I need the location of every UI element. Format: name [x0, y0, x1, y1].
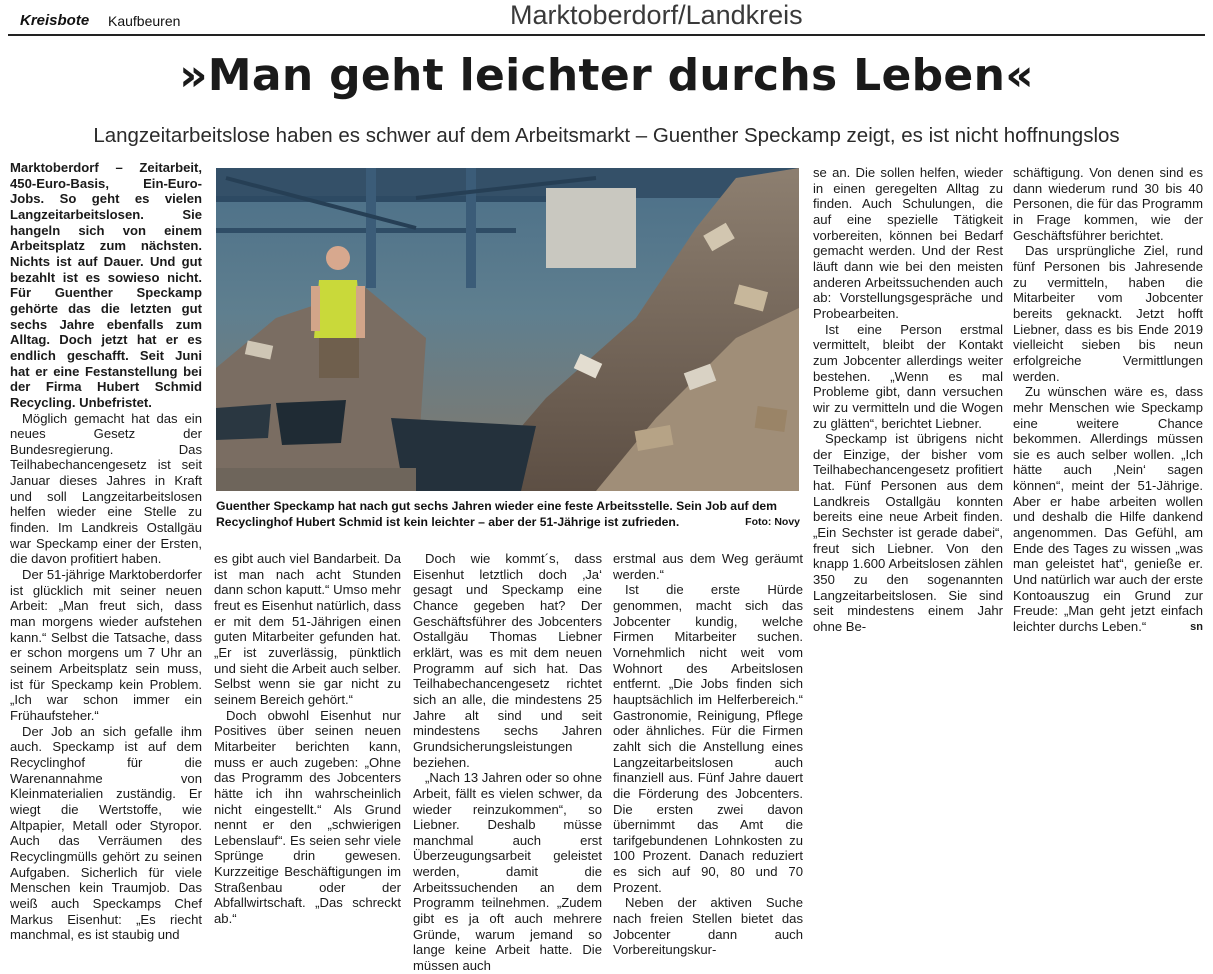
paragraph: Zu wünschen wäre es, dass mehr Menschen wie Speckamp eine weitere Chance bekommen. Allerdings müssen sie es auch selber wollen. „Ich hätte auch ‚Nein‘ sagen können“, meint der 51-Jährige. Aber er habe arbeiten wollen und deshalb die Hilfe dankend angenommen. Das Gefühl, am Ende des Tages zu wissen „was man geleistet hat“, genieße er. Und natürlich war auch der erste Kontoauszug ein Grund zur Freude: „Man geht jetzt einfach leichter durchs Leben.“	[1013, 384, 1203, 635]
paragraph: Das ursprüngliche Ziel, rund fünf Personen bis Jahresende zu vermitteln, haben die Mitarbeiter vom Jobcenter bereits geknackt. Jetzt hofft Liebner, dass es bis Ende 2019 vielleicht sieben bis neun erfolgreiche Vermittlungen werden.	[1013, 243, 1203, 384]
paragraph: schäftigung. Von denen sind es dann wiederum rund 30 bis 40 Personen, die für das Programm in Frage kommen, wie der Geschäftsführer berichtet.	[1013, 165, 1203, 243]
article-column-4	[613, 551, 803, 958]
paragraph: erstmal aus dem Weg geräumt werden.“	[613, 551, 803, 582]
paragraph: Möglich gemacht hat das ein neues Gesetz der Bundesregierung. Das Teilhabechancengesetz ist seit Januar dieses Jahres in Kraft und soll Langzeitarbeitslosen helfen wieder eine Stelle zu finden. Im Landkreis Ostallgäu war Speckamp einer der Ersten, die davon profitiert haben.	[10, 410, 202, 567]
photo-credit: Foto: Novy	[745, 516, 800, 528]
paragraph: „Nach 13 Jahren oder so ohne Arbeit, fällt es vielen schwer, da wieder reinzukommen“, so Liebner. Deshalb müsse manchmal auch erst Überzeugungsarbeit geleistet werden, damit die Arbeitssuchenden an dem Programm teilnehmen. „Zudem gibt es ja oft auch mehrere Gründe, warum jemand so lange keine Arbeit hatte. Die müssen auch	[413, 770, 602, 974]
photo-caption	[216, 498, 800, 530]
article-photo	[216, 168, 799, 491]
paper-name: Kreisbote	[20, 12, 90, 29]
caption-text: Guenther Speckamp hat nach gut sechs Jahren wieder eine feste Arbeitsstelle. Sein Job auf dem Recyclinghof Hubert Schmid ist kein leichter – aber der 51-Jährige ist zufrieden.	[216, 499, 778, 529]
paragraph: Der Job an sich gefalle ihm auch. Speckamp ist auf dem Recyclinghof für die Warenannahme von Kleinmaterialien zuständig. Er wiegt die Wertstoffe, wie Altpapier, Metall oder Styropor. Auch das Verräumen des Recyclingmülls gehört zu seinen Aufgaben. Sicherlich für viele Menschen kein Traumjob. Das weiß auch Speckamps Chef Markus Eisenhut: „Es riecht manchmal, es ist staubig und	[10, 723, 202, 943]
article-column-6	[1013, 165, 1203, 635]
article-column-3	[413, 551, 602, 974]
paragraph: se an. Die sollen helfen, wieder in einen geregelten Alltag zu finden. Auch Schulungen, die auf eine spezielle Tätigkeit vorbereiten, können bei Bedarf gemacht werden. Und der Rest läuft dann wie bei den meisten anderen Arbeitssuchenden auch ab: Vorstellungsgespräche und Probearbeiten.	[813, 165, 1003, 321]
subheadline: Langzeitarbeitslose haben es schwer auf dem Arbeitsmarkt – Guenther Speckamp zeigt, es ist nicht hoffnungslos	[93, 124, 1120, 147]
paragraph: Speckamp ist übrigens nicht der Einzige, der bisher vom Teilhabechancengesetz profitiert hat. Fünf Personen aus dem Landkreis Ostallgäu konnten bereits eine neue Arbeit finden. „Ein Sechster ist gerade dabei“, freut sich Liebner. Von den knapp 1.600 Arbeitslosen zählen 350 zu den sogenannten Langzeitarbeitslosen. Sie sind seit mindestens einem Jahr ohne Be-	[813, 431, 1003, 635]
lead-text: Marktoberdorf – Zeitarbeit, 450-Euro-Basis, Ein-Euro-Jobs. So geht es vielen Langzeitarbeitslosen. Sie hangeln sich von einem Arbeitsplatz zum nächsten. Nichts ist auf Dauer. Und gut bezahlt ist es sowieso nicht. Für Guenther Speckamp gehörte das die letzten gut sechs Jahre ebenfalls zum Alltag. Doch jetzt hat er es endlich geschafft. Seit Juni hat er eine Festanstellung bei der Firma Hubert Schmid Recycling. Unbefristet.	[10, 160, 202, 410]
paragraph: Doch obwohl Eisenhut nur Positives über seinen neuen Mitarbeiter berichten kann, muss er auch zugeben: „Ohne das Programm des Jobcenters hätte ich ihn wahrscheinlich nicht eingestellt.“ Als Grund nennt er den „schwierigen Lebenslauf“. Es seien sehr viele Sprünge drin gewesen. Kurzzeitige Beschäftigungen im Straßenbau oder der Abfallwirtschaft. „Das schreckt ab.“	[214, 707, 401, 927]
article-column-5	[813, 165, 1003, 635]
masthead	[8, 0, 1205, 36]
paper-city: Kaufbeuren	[108, 13, 181, 29]
article-column-2	[214, 551, 401, 927]
lead-paragraph	[10, 160, 202, 411]
recycling-hall-photo	[216, 168, 799, 491]
paragraph: Der 51-jährige Marktoberdorfer ist glücklich mit seiner neuen Arbeit: „Man freut sich, dass man morgens wieder aufstehen kann.“ Selbst die Tatsache, dass er schon morgens um 7 Uhr an seinem Arbeitsplatz sein muss, ist für Speckamp kein Problem. „Ich war schon immer ein Frühaufsteher.“	[10, 567, 202, 723]
article-column-1	[10, 160, 202, 943]
paragraph: es gibt auch viel Bandarbeit. Da ist man nach acht Stunden dann schon kaputt.“ Umso mehr freut es Eisenhut natürlich, dass er mit dem 51-Jährigen einen guten Mitarbeiter gefunden hat. „Er ist zuverlässig, pünktlich und sieht die Arbeit auch selber. Selbst wenn sie gar nicht zu seinem Bereich gehört.“	[214, 551, 401, 707]
author-initials: sn	[1190, 620, 1203, 633]
paragraph: Ist die erste Hürde genommen, macht sich das Jobcenter kundig, welche Firmen Mitarbeiter suchen. Vornehmlich nicht weit vom Wohnort des Arbeitslosen entfernt. „Die Jobs finden sich hauptsächlich im Helferbereich.“ Gastronomie, Reinigung, Pflege oder ähnliches. Für die Firmen zahlt sich die Anstellung eines Langzeitarbeitslosen auch finanziell aus. Fünf Jahre dauert die Förderung des Jobcenters. Die ersten zwei davon übernimmt das Amt die tarifgebundenen Lohnkosten zu 100 Prozent. Danach reduziert es sich auf 90, 80 und 70 Prozent.	[613, 582, 803, 895]
paragraph: Neben der aktiven Suche nach freien Stellen bietet das Jobcenter dann auch Vorbereitungskur-	[613, 895, 803, 958]
paragraph: Ist eine Person erstmal vermittelt, bleibt der Kontakt zum Jobcenter allerdings weiter bestehen. „Wenn es mal Probleme gibt, dann versuchen wir zu vermitteln und die Wogen zu glätten“, berichtet Liebner.	[813, 321, 1003, 431]
headline: »Man geht leichter durchs Leben«	[179, 50, 1034, 101]
section-title: Marktoberdorf/Landkreis	[510, 0, 803, 30]
paragraph: Doch wie kommt´s, dass Eisenhut letztlich doch ‚Ja‘ gesagt und Speckamp eine Chance gegeben hat? Der Geschäftsführer des Jobcenters Ostallgäu Thomas Liebner erklärt, was es mit dem neuen Programm auf sich hat. Das Teilhabechancengesetz richtet sich an alle, die mindestens 25 Jahre alt sind und seit mindestens sechs Jahren Grundsicherungsleistungen beziehen.	[413, 551, 602, 770]
